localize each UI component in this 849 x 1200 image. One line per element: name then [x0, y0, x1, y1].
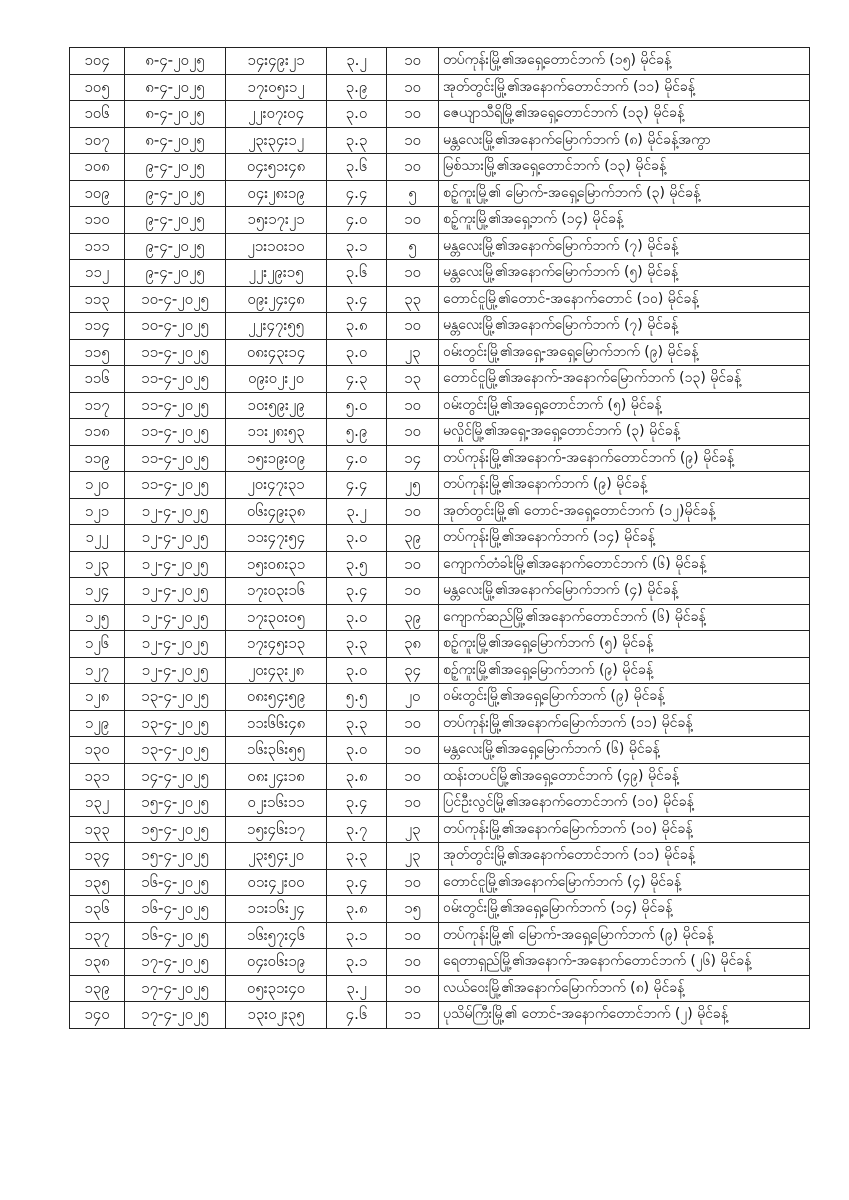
magnitude-cell: ၄.၃ — [327, 366, 387, 393]
location-cell: ဇေယျာသီရိမြို့၏အရှေ့တောင်ဘက် (၁၃) မိုင်ခန့် — [439, 101, 810, 128]
table-row — [70, 498, 810, 525]
magnitude-cell: ၄.၀ — [327, 445, 387, 472]
row-number: ၁၁၉ — [70, 445, 125, 472]
time-cell: ၁၀း၅၉း၂၉ — [226, 392, 327, 419]
magnitude-cell: ၃.၂ — [327, 498, 387, 525]
location-cell: စဉ့်ကူးမြို့၏အရှေ့မြောက်ဘက် (၉) မိုင်ခန့် — [439, 657, 810, 684]
location-cell: ဝမ်းတွင်းမြို့၏အရှေ့မြောက်ဘက် (၁၄) မိုင်ခန့် — [439, 896, 810, 923]
time-cell: ၂၂း၄၇း၅၅ — [226, 313, 327, 340]
location-cell: စဉ့်ကူးမြို့၏ မြောက်-အရှေ့မြောက်ဘက် (၃) မိုင်ခန့် — [439, 180, 810, 207]
date-cell: ၈-၄-၂၀၂၅ — [125, 127, 226, 154]
time-cell: ၂၃း၃၄း၁၂ — [226, 127, 327, 154]
row-number: ၁၀၄ — [70, 48, 125, 75]
depth-cell: ၁၀ — [387, 48, 439, 75]
date-cell: ၁၄-၄-၂၀၂၅ — [125, 763, 226, 790]
depth-cell: ၁၀ — [387, 790, 439, 817]
row-number: ၁၃၀ — [70, 737, 125, 764]
date-cell: ၉-၄-၂၀၂၅ — [125, 207, 226, 234]
magnitude-cell: ၃.၃ — [327, 631, 387, 658]
row-number: ၁၀၇ — [70, 127, 125, 154]
time-cell: ၂၂း၀၇း၀၄ — [226, 101, 327, 128]
location-cell: မန္တလေးမြို့၏အနောက်မြောက်ဘက် (၄) မိုင်ခန့် — [439, 578, 810, 605]
magnitude-cell: ၃.၄ — [327, 790, 387, 817]
magnitude-cell: ၃.၈ — [327, 763, 387, 790]
time-cell: ၁၇း၃၀း၀၅ — [226, 604, 327, 631]
depth-cell: ၂၃ — [387, 843, 439, 870]
row-number: ၁၁၂ — [70, 260, 125, 287]
table-row — [70, 419, 810, 446]
table-row — [70, 790, 810, 817]
location-cell: လယ်ဝေးမြို့၏အနောက်မြောက်ဘက် (၈) မိုင်ခန့် — [439, 975, 810, 1002]
location-cell: တောင်ငူမြို့၏အနောက်မြောက်ဘက် (၄) မိုင်ခန့် — [439, 869, 810, 896]
depth-cell: ၃၃ — [387, 286, 439, 313]
date-cell: ၁၁-၄-၂၀၂၅ — [125, 445, 226, 472]
table-row — [70, 551, 810, 578]
location-cell: တပ်ကုန်းမြို့၏အနောက်ဘက် (၁၄) မိုင်ခန့် — [439, 525, 810, 552]
location-cell: တောင်ငူမြို့၏အနောက်-အနောက်မြောက်ဘက် (၁၃) မိုင်ခန့် — [439, 366, 810, 393]
location-cell: တပ်ကုန်းမြို့၏အနောက်ဘက် (၉) မိုင်ခန့် — [439, 472, 810, 499]
magnitude-cell: ၄.၀ — [327, 207, 387, 234]
location-cell: တပ်ကုန်းမြို့၏အနောက်-အနောက်တောင်ဘက် (၉) မိုင်ခန့် — [439, 445, 810, 472]
date-cell: ၁၇-၄-၂၀၂၅ — [125, 1002, 226, 1029]
depth-cell: ၁၀ — [387, 313, 439, 340]
magnitude-cell: ၃.၄ — [327, 578, 387, 605]
table-row — [70, 207, 810, 234]
depth-cell: ၁၀ — [387, 578, 439, 605]
depth-cell: ၁၀ — [387, 710, 439, 737]
table-row — [70, 260, 810, 287]
table-row — [70, 286, 810, 313]
date-cell: ၁၁-၄-၂၀၂၅ — [125, 392, 226, 419]
magnitude-cell: ၃.၃ — [327, 127, 387, 154]
row-number: ၁၀၈ — [70, 154, 125, 181]
depth-cell: ၅ — [387, 233, 439, 260]
table-row — [70, 763, 810, 790]
table-row — [70, 1002, 810, 1029]
date-cell: ၁၅-၄-၂၀၂၅ — [125, 843, 226, 870]
table-row — [70, 445, 810, 472]
magnitude-cell: ၃.၃ — [327, 710, 387, 737]
time-cell: ၁၆း၅၇း၄၆ — [226, 922, 327, 949]
location-cell: မန္တလေးမြို့၏အရှေ့မြောက်ဘက် (၆) မိုင်ခန့် — [439, 737, 810, 764]
magnitude-cell: ၃.၆ — [327, 260, 387, 287]
depth-cell: ၁၀ — [387, 551, 439, 578]
table-row — [70, 233, 810, 260]
row-number: ၁၀၆ — [70, 101, 125, 128]
magnitude-cell: ၃.၀ — [327, 525, 387, 552]
location-cell: စဉ့်ကူးမြို့၏အရှေ့ဘက် (၁၄) မိုင်ခန့် — [439, 207, 810, 234]
table-row — [70, 392, 810, 419]
location-cell: ပုသိမ်ကြီးမြို့၏ တောင်-အနောက်တောင်ဘက် (၂) မိုင်ခန့် — [439, 1002, 810, 1029]
date-cell: ၁၃-၄-၂၀၂၅ — [125, 684, 226, 711]
location-cell: မန္တလေးမြို့၏အနောက်မြောက်ဘက် (၅) မိုင်ခန့် — [439, 260, 810, 287]
depth-cell: ၁၀ — [387, 419, 439, 446]
date-cell: ၁၆-၄-၂၀၂၅ — [125, 922, 226, 949]
table-row — [70, 710, 810, 737]
row-number: ၁၂၀ — [70, 472, 125, 499]
date-cell: ၁၂-၄-၂၀၂၅ — [125, 525, 226, 552]
date-cell: ၁၂-၄-၂၀၂၅ — [125, 657, 226, 684]
time-cell: ၁၇း၄၅း၁၃ — [226, 631, 327, 658]
row-number: ၁၃၂ — [70, 790, 125, 817]
location-cell: မန္တလေးမြို့၏အနောက်မြောက်ဘက် (၈) မိုင်ခန့်အကွာ — [439, 127, 810, 154]
date-cell: ၁၃-၄-၂၀၂၅ — [125, 710, 226, 737]
table-row — [70, 843, 810, 870]
row-number: ၁၃၅ — [70, 869, 125, 896]
magnitude-cell: ၃.၇ — [327, 816, 387, 843]
table-row — [70, 525, 810, 552]
depth-cell: ၁၀ — [387, 737, 439, 764]
table-row — [70, 74, 810, 101]
date-cell: ၁၁-၄-၂၀၂၅ — [125, 366, 226, 393]
row-number: ၁၁၀ — [70, 207, 125, 234]
magnitude-cell: ၃.၁ — [327, 233, 387, 260]
time-cell: ၁၁း၄၇း၅၄ — [226, 525, 327, 552]
row-number: ၁၂၅ — [70, 604, 125, 631]
row-number: ၁၂၉ — [70, 710, 125, 737]
magnitude-cell: ၃.၀ — [327, 604, 387, 631]
row-number: ၁၀၅ — [70, 74, 125, 101]
location-cell: မန္တလေးမြို့၏အနောက်မြောက်ဘက် (၇) မိုင်ခန့် — [439, 233, 810, 260]
row-number: ၁၄၀ — [70, 1002, 125, 1029]
depth-cell: ၃၉ — [387, 604, 439, 631]
time-cell: ၂၃း၅၄း၂၀ — [226, 843, 327, 870]
time-cell: ၁၁း၆၆း၄၈ — [226, 710, 327, 737]
time-cell: ၁၁း၂၈း၅၃ — [226, 419, 327, 446]
table-row — [70, 313, 810, 340]
row-number: ၁၃၁ — [70, 763, 125, 790]
time-cell: ၁၆း၃၆း၅၅ — [226, 737, 327, 764]
table-row — [70, 949, 810, 976]
date-cell: ၁၂-၄-၂၀၂၅ — [125, 551, 226, 578]
time-cell: ၂၁း၁၀း၁၀ — [226, 233, 327, 260]
depth-cell: ၁၃ — [387, 366, 439, 393]
date-cell: ၁၆-၄-၂၀၂၅ — [125, 869, 226, 896]
date-cell: ၁၅-၄-၂၀၂၅ — [125, 790, 226, 817]
time-cell: ၀၉း၂၄း၄၈ — [226, 286, 327, 313]
location-cell: ဝမ်းတွင်းမြို့၏အရှေ့မြောက်ဘက် (၉) မိုင်ခန့် — [439, 684, 810, 711]
table-row — [70, 154, 810, 181]
row-number: ၁၃၇ — [70, 922, 125, 949]
depth-cell: ၁၅ — [387, 896, 439, 923]
time-cell: ၁၇း၀၅း၁၂ — [226, 74, 327, 101]
location-cell: ဝမ်းတွင်းမြို့၏အရှေ့တောင်ဘက် (၅) မိုင်ခန့် — [439, 392, 810, 419]
row-number: ၁၁၁ — [70, 233, 125, 260]
depth-cell: ၁၀ — [387, 74, 439, 101]
depth-cell: ၁၀ — [387, 949, 439, 976]
time-cell: ၀၈း၂၄း၁၈ — [226, 763, 327, 790]
magnitude-cell: ၃.၅ — [327, 551, 387, 578]
row-number: ၁၂၈ — [70, 684, 125, 711]
table-row — [70, 578, 810, 605]
date-cell: ၁၅-၄-၂၀၂၅ — [125, 816, 226, 843]
table-row — [70, 127, 810, 154]
row-number: ၁၀၉ — [70, 180, 125, 207]
location-cell: အုတ်တွင်းမြို့၏ တောင်-အရှေ့တောင်ဘက် (၁၂)မိုင်ခန့် — [439, 498, 810, 525]
location-cell: အုတ်တွင်းမြို့၏အနောက်တောင်ဘက် (၁၁) မိုင်ခန့် — [439, 843, 810, 870]
date-cell: ၁၀-၄-၂၀၂၅ — [125, 286, 226, 313]
table-row — [70, 922, 810, 949]
row-number: ၁၃၃ — [70, 816, 125, 843]
time-cell: ၀၁း၄၂း၀၀ — [226, 869, 327, 896]
earthquake-table — [69, 47, 810, 1029]
row-number: ၁၁၇ — [70, 392, 125, 419]
date-cell: ၈-၄-၂၀၂၅ — [125, 48, 226, 75]
location-cell: ဝမ်းတွင်းမြို့၏အရှေ့-အရှေ့မြောက်ဘက် (၉) မိုင်ခန့် — [439, 339, 810, 366]
row-number: ၁၂၄ — [70, 578, 125, 605]
time-cell: ၀၅း၃၁း၄၀ — [226, 975, 327, 1002]
location-cell: မြစ်သားမြို့၏အရှေ့တောင်ဘက် (၁၃) မိုင်ခန့် — [439, 154, 810, 181]
table-row — [70, 737, 810, 764]
location-cell: မန္တလေးမြို့၏အနောက်မြောက်ဘက် (၇) မိုင်ခန့် — [439, 313, 810, 340]
location-cell: တောင်ငူမြို့၏တောင်-အနောက်တောင် (၁၀) မိုင်ခန့် — [439, 286, 810, 313]
location-cell: ကျောက်ဆည်မြို့၏အနောက်တောင်ဘက် (၆) မိုင်ခန့် — [439, 604, 810, 631]
time-cell: ၀၆း၄၉း၃၈ — [226, 498, 327, 525]
time-cell: ၁၄း၄၉း၂၁ — [226, 48, 327, 75]
table-body — [70, 48, 810, 1029]
location-cell: ကျောက်တံခါးမြို့၏အနောက်တောင်ဘက် (၆) မိုင်ခန့် — [439, 551, 810, 578]
magnitude-cell: ၅.၅ — [327, 684, 387, 711]
time-cell: ၀၉း၀၂း၂၀ — [226, 366, 327, 393]
depth-cell: ၂၃ — [387, 816, 439, 843]
row-number: ၁၁၃ — [70, 286, 125, 313]
table-row — [70, 684, 810, 711]
table-row — [70, 604, 810, 631]
table-row — [70, 101, 810, 128]
magnitude-cell: ၃.၆ — [327, 154, 387, 181]
magnitude-cell: ၃.၂ — [327, 975, 387, 1002]
row-number: ၁၁၄ — [70, 313, 125, 340]
magnitude-cell: ၃.၀ — [327, 737, 387, 764]
magnitude-cell: ၃.၁ — [327, 949, 387, 976]
magnitude-cell: ၄.၄ — [327, 180, 387, 207]
location-cell: တပ်ကုန်းမြို့၏အနောက်မြောက်ဘက် (၁၀) မိုင်ခန့် — [439, 816, 810, 843]
time-cell: ၀၂း၁၆း၁၁ — [226, 790, 327, 817]
location-cell: ပြင်ဦးလွင်မြို့၏အနောက်တောင်ဘက် (၁၀) မိုင်ခန့် — [439, 790, 810, 817]
magnitude-cell: ၃.၁ — [327, 922, 387, 949]
location-cell: စဉ့်ကူးမြို့၏အရှေ့မြောက်ဘက် (၅) မိုင်ခန့် — [439, 631, 810, 658]
table-row — [70, 366, 810, 393]
depth-cell: ၂၃ — [387, 339, 439, 366]
depth-cell: ၃၄ — [387, 657, 439, 684]
date-cell: ၁၂-၄-၂၀၂၅ — [125, 498, 226, 525]
location-cell: ရေတာရှည်မြို့၏အနောက်-အနောက်တောင်ဘက် (၂၆) မိုင်ခန့် — [439, 949, 810, 976]
row-number: ၁၁၅ — [70, 339, 125, 366]
table-row — [70, 869, 810, 896]
magnitude-cell: ၃.၃ — [327, 843, 387, 870]
date-cell: ၉-၄-၂၀၂၅ — [125, 260, 226, 287]
depth-cell: ၁၀ — [387, 498, 439, 525]
time-cell: ၁၇း၀၃း၁၆ — [226, 578, 327, 605]
time-cell: ၀၄း၂၈း၁၉ — [226, 180, 327, 207]
time-cell: ၂၀း၄၃း၂၈ — [226, 657, 327, 684]
depth-cell: ၁၀ — [387, 763, 439, 790]
depth-cell: ၁၀ — [387, 101, 439, 128]
location-cell: တပ်ကုန်းမြို့၏အနောက်မြောက်ဘက် (၁၁) မိုင်ခန့် — [439, 710, 810, 737]
row-number: ၁၃၆ — [70, 896, 125, 923]
time-cell: ၁၅း၄၆း၁၇ — [226, 816, 327, 843]
depth-cell: ၅ — [387, 180, 439, 207]
time-cell: ၁၃း၀၂း၃၅ — [226, 1002, 327, 1029]
table-row — [70, 631, 810, 658]
row-number: ၁၁၈ — [70, 419, 125, 446]
row-number: ၁၂၇ — [70, 657, 125, 684]
location-cell: တပ်ကုန်းမြို့၏အရှေ့တောင်ဘက် (၁၅) မိုင်ခန့် — [439, 48, 810, 75]
row-number: ၁၂၃ — [70, 551, 125, 578]
table-row — [70, 180, 810, 207]
depth-cell: ၁၀ — [387, 127, 439, 154]
table-row — [70, 816, 810, 843]
depth-cell: ၃၈ — [387, 631, 439, 658]
magnitude-cell: ၄.၄ — [327, 472, 387, 499]
location-cell: မလှိုင်မြို့၏အရှေ့-အရှေ့တောင်ဘက် (၃) မိုင်ခန့် — [439, 419, 810, 446]
date-cell: ၁၂-၄-၂၀၂၅ — [125, 604, 226, 631]
row-number: ၁၃၈ — [70, 949, 125, 976]
time-cell: ၂၂း၂၉း၁၅ — [226, 260, 327, 287]
location-cell: အုတ်တွင်းမြို့၏အနောက်တောင်ဘက် (၁၁) မိုင်ခန့် — [439, 74, 810, 101]
depth-cell: ၁၁ — [387, 1002, 439, 1029]
table-row — [70, 657, 810, 684]
time-cell: ၁၅း၁၇း၂၁ — [226, 207, 327, 234]
depth-cell: ၁၀ — [387, 392, 439, 419]
magnitude-cell: ၄.၆ — [327, 1002, 387, 1029]
time-cell: ၁၅း၁၉း၀၉ — [226, 445, 327, 472]
date-cell: ၁၁-၄-၂၀၂၅ — [125, 472, 226, 499]
depth-cell: ၁၀ — [387, 207, 439, 234]
row-number: ၁၃၉ — [70, 975, 125, 1002]
row-number: ၁၃၄ — [70, 843, 125, 870]
time-cell: ၀၈း၅၄း၅၉ — [226, 684, 327, 711]
date-cell: ၁၁-၄-၂၀၂၅ — [125, 339, 226, 366]
row-number: ၁၂၂ — [70, 525, 125, 552]
magnitude-cell: ၅.၀ — [327, 392, 387, 419]
date-cell: ၁၃-၄-၂၀၂၅ — [125, 737, 226, 764]
depth-cell: ၁၄ — [387, 445, 439, 472]
depth-cell: ၃၉ — [387, 525, 439, 552]
table-row — [70, 339, 810, 366]
time-cell: ၁၁း၁၆း၂၄ — [226, 896, 327, 923]
location-cell: တပ်ကုန်းမြို့၏ မြောက်-အရှေ့မြောက်ဘက် (၉) မိုင်ခန့် — [439, 922, 810, 949]
date-cell: ၈-၄-၂၀၂၅ — [125, 74, 226, 101]
date-cell: ၁၇-၄-၂၀၂၅ — [125, 975, 226, 1002]
depth-cell: ၁၀ — [387, 869, 439, 896]
date-cell: ၁၆-၄-၂၀၂၅ — [125, 896, 226, 923]
magnitude-cell: ၃.၀ — [327, 339, 387, 366]
magnitude-cell: ၅.၉ — [327, 419, 387, 446]
depth-cell: ၁၀ — [387, 260, 439, 287]
table-row — [70, 896, 810, 923]
date-cell: ၁၀-၄-၂၀၂၅ — [125, 313, 226, 340]
magnitude-cell: ၃.၀ — [327, 101, 387, 128]
depth-cell: ၂၀ — [387, 684, 439, 711]
depth-cell: ၂၅ — [387, 472, 439, 499]
row-number: ၁၁၆ — [70, 366, 125, 393]
date-cell: ၉-၄-၂၀၂၅ — [125, 233, 226, 260]
magnitude-cell: ၃.၀ — [327, 657, 387, 684]
magnitude-cell: ၃.၉ — [327, 74, 387, 101]
date-cell: ၉-၄-၂၀၂၅ — [125, 180, 226, 207]
date-cell: ၁၂-၄-၂၀၂၅ — [125, 631, 226, 658]
table-row — [70, 48, 810, 75]
depth-cell: ၁၀ — [387, 154, 439, 181]
magnitude-cell: ၃.၄ — [327, 286, 387, 313]
time-cell: ၀၄း၅၁း၄၈ — [226, 154, 327, 181]
table-row — [70, 975, 810, 1002]
time-cell: ၀၄း၀၆း၁၉ — [226, 949, 327, 976]
time-cell: ၂၀း၄၇း၃၁ — [226, 472, 327, 499]
time-cell: ၁၅း၀၈း၃၁ — [226, 551, 327, 578]
row-number: ၁၂၆ — [70, 631, 125, 658]
table-row — [70, 472, 810, 499]
date-cell: ၁၂-၄-၂၀၂၅ — [125, 578, 226, 605]
row-number: ၁၂၁ — [70, 498, 125, 525]
magnitude-cell: ၃.၈ — [327, 896, 387, 923]
magnitude-cell: ၃.၈ — [327, 313, 387, 340]
depth-cell: ၁၀ — [387, 922, 439, 949]
date-cell: ၁၁-၄-၂၀၂၅ — [125, 419, 226, 446]
date-cell: ၁၇-၄-၂၀၂၅ — [125, 949, 226, 976]
date-cell: ၉-၄-၂၀၂၅ — [125, 154, 226, 181]
magnitude-cell: ၃.၂ — [327, 48, 387, 75]
depth-cell: ၁၀ — [387, 975, 439, 1002]
date-cell: ၈-၄-၂၀၂၅ — [125, 101, 226, 128]
magnitude-cell: ၃.၄ — [327, 869, 387, 896]
time-cell: ၀၈း၄၃း၁၄ — [226, 339, 327, 366]
location-cell: ထန်းတပင်မြို့၏အရှေ့တောင်ဘက် (၄၉) မိုင်ခန့် — [439, 763, 810, 790]
